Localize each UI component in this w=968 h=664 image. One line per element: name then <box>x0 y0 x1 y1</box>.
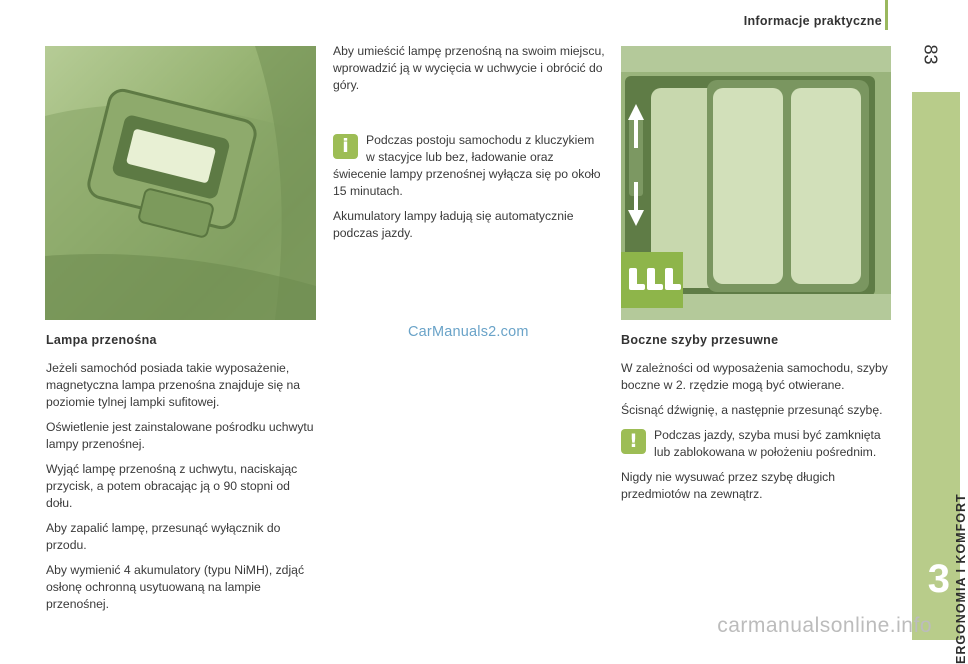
chapter-label: ERGONOMIA I KOMFORT <box>954 493 968 664</box>
paragraph: Ścisnąć dźwignię, a następnie przesunąć szybę. <box>621 403 883 417</box>
footer-watermark: carmanualsonline.info <box>717 614 932 637</box>
paragraph: Oświetlenie jest zainstalowane pośrodku uchwytu lampy przenośnej. <box>46 420 314 451</box>
paragraph: Wyjąć lampę przenośną z uchwytu, naciskając przycisk, a potem obracając ją o 90 stopni od dołu. <box>46 462 298 510</box>
center-watermark: CarManuals2.com <box>408 324 529 340</box>
paragraph: Aby wymienić 4 akumulatory (typu NiMH), zdjąć osłonę ochronną usytuowaną na lampie przenośnej. <box>46 563 305 611</box>
info-icon: i <box>333 134 358 159</box>
note-text: Podczas postoju samochodu z kluczykiem w stacyjce lub bez, ładowanie oraz świecenie lampy przenośnej wyłącza się po około 15 minutach. <box>333 133 601 198</box>
sliding-windows-illustration <box>621 46 891 320</box>
sliding-windows-section <box>621 329 889 511</box>
paragraph: Aby umieścić lampę przenośną na swoim miejscu, wprowadzić ją w wycięcia w uchwycie i obrócić do góry. <box>333 44 605 92</box>
paragraph: Jeżeli samochód posiada takie wyposażenie, magnetyczna lampa przenośna znajduje się na poziomie tylnej lampki sufitowej. <box>46 361 301 409</box>
page-header-title: Informacje praktyczne <box>743 14 882 28</box>
sliding-windows-title: Boczne szyby przesuwne <box>621 333 779 347</box>
lamp-placement-section <box>333 43 605 250</box>
warning-icon: ! <box>621 429 646 454</box>
portable-lamp-photo <box>45 46 316 320</box>
warning-note <box>621 427 889 461</box>
portable-lamp-title: Lampa przenośna <box>46 333 157 347</box>
info-note <box>333 132 605 200</box>
paragraph: Nigdy nie wysuwać przez szybę długich przedmiotów na zewnątrz. <box>621 470 836 501</box>
portable-lamp-section <box>46 329 318 621</box>
note-text: Podczas jazdy, szyba musi być zamknięta lub zablokowana w położeniu pośrednim. <box>654 428 881 459</box>
paragraph: Akumulatory lampy ładują się automatycznie podczas jazdy. <box>333 209 574 240</box>
page-number: 83 <box>920 44 941 65</box>
paragraph: W zależności od wyposażenia samochodu, szyby boczne w 2. rzędzie mogą być otwierane. <box>621 361 888 392</box>
sliding-windows-photo <box>621 46 891 320</box>
paragraph: Aby zapalić lampę, przesunąć wyłącznik do przodu. <box>46 521 281 552</box>
chapter-number: 3 <box>927 557 950 601</box>
portable-lamp-illustration <box>45 46 316 320</box>
header-accent-bar <box>885 0 888 30</box>
chapter-side-tab <box>912 92 968 664</box>
